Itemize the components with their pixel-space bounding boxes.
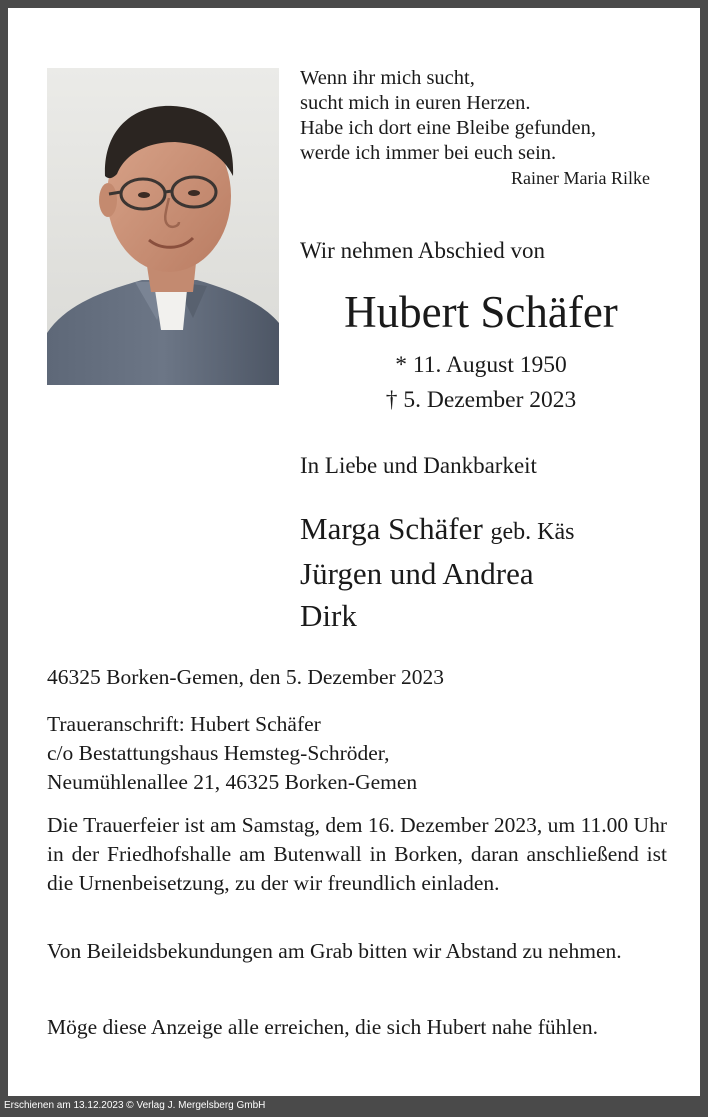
address-line: c/o Bestattungshaus Hemsteg-Schröder,	[47, 741, 390, 765]
portrait-illustration	[47, 68, 279, 385]
mourning-address	[47, 710, 667, 797]
portrait-photo	[47, 68, 279, 385]
family-members	[300, 508, 575, 637]
poem-line: werde ich immer bei euch sein.	[300, 142, 557, 164]
address-line: Neumühlenallee 21, 46325 Borken-Gemen	[47, 770, 418, 794]
poem	[300, 66, 670, 190]
family-member-name: Marga Schäfer	[300, 511, 483, 546]
birth-date: * 11. August 1950	[395, 352, 567, 378]
family-member: Jürgen und Andrea	[300, 556, 534, 591]
closing-line: Möge diese Anzeige alle erreichen, die sich Hubert nahe fühlen.	[47, 1015, 599, 1039]
poem-line: Wenn ihr mich sucht,	[300, 67, 475, 89]
deceased-name: Hubert Schäfer	[344, 287, 618, 337]
poem-author: Rainer Maria Rilke	[511, 168, 650, 188]
family-member: Dirk	[300, 598, 357, 633]
death-date: † 5. Dezember 2023	[385, 387, 577, 413]
place-and-date: 46325 Borken-Gemen, den 5. Dezember 2023	[47, 665, 445, 689]
publication-footer: Erschienen am 13.12.2023 © Verlag J. Mergelsberg GmbH	[4, 1100, 266, 1111]
condolence-notice: Von Beileidsbekundungen am Grab bitten wir Abstand zu nehmen.	[47, 939, 622, 963]
ceremony-notice: Die Trauerfeier ist am Samstag, dem 16. Dezember 2023, um 11.00 Uhr in der Friedhofshalle am Butenwall in Borken, daran anschließend ist die Urnenbeisetzung, zu der wir freundlich einladen.	[47, 813, 667, 895]
poem-line: sucht mich in euren Herzen.	[300, 92, 531, 114]
maiden-name: geb. Käs	[490, 519, 575, 545]
poem-line: Habe ich dort eine Bleibe gefunden,	[300, 117, 596, 139]
family-member	[300, 508, 575, 553]
love-gratitude-line: In Liebe und Dankbarkeit	[300, 453, 537, 478]
obituary-sheet	[8, 8, 700, 1096]
address-line: Traueranschrift: Hubert Schäfer	[47, 712, 321, 736]
farewell-heading: Wir nehmen Abschied von	[300, 238, 545, 263]
